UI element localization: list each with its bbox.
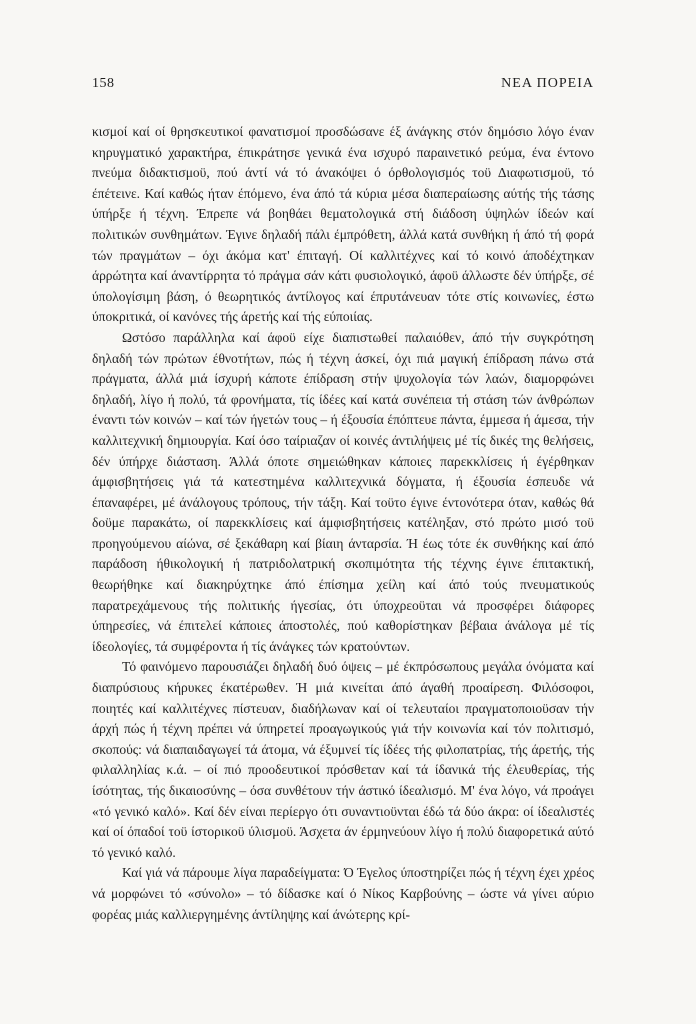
body-text [92, 122, 594, 925]
paragraph: Ωστόσο παράλληλα καί άφοϋ είχε διαπιστωθεί παλαιόθεν, άπό τήν συγκρότηση δηλαδή τών πρώτων έθνοτήτων, πώς ή τέχνη άσκεί, όχι πιά μαγική έπίδραση πάνω στά πράγματα, άλλά μιά ίσχυρή κάποτε έπίδραση στήν ψυχολογία τών λαών, διαμορφώνει δηλαδή, λίγο ή πολύ, τά φρονήματα, τίς ίδέες καί κατά συνέπεια τή στάση τών άνθρώπων έναντι τών κοινών – καί τών ήγετών τους – ή έξουσία έπόπτευε πάντα, έμμεσα ή άμεσα, τήν καλλιτεχνική δημιουργία. Καί όσο ταίριαζαν οί κοινές άντιλήψεις μέ τίς δικές της θελήσεις, δέν ύπήρχε διάσταση. Άλλά όποτε σημειώθηκαν κάποιες παρεκκλίσεις ή έγέρθηκαν άμφισβητήσεις γιά τά κατεστημένα καλλιτεχνικά δόγματα, ή έξουσία έσπευδε νά έπαναφέρει, μέ άνάλογους τρόπους, τήν τάξη. Καί τοϋτο έγινε έντονότερα όταν, καθώς θά δοϋμε παρακάτω, οί παρεκκλίσεις καί άμφισβητήσεις κατέληξαν, στό πρώτο μισό τοϋ προηγούμενου αίώνα, σέ ξεκάθαρη καί βίαιη άνταρσία. Ή έως τότε έκ συνθήκης καί άπό παράδοση ήθικολογική ή πατριδολατρική σκοπιμότητα τής τέχνης έγινε έπιτακτική, θεωρήθηκε καί διακηρύχτηκε άπό έπίσημα χείλη καί άπό τούς πνευματικούς παρατρεχάμενους τής πολιτικής ήγεσίας, ότι ύποχρεοϋται νά προσφέρει διάφορες ύπηρεσίες, νά έπιτελεί κάποιες άποστολές, πού καθορίστηκαν βέβαια άνάλογα μέ τίς ίδεολογίες, τά συμφέροντα ή τίς άνάγκες τών κρατούντων. [92, 329, 594, 654]
paragraph: Καί γιά νά πάρουμε λίγα παραδείγματα: Ό Έγελος ύποστηρίζει πώς ή τέχνη έχει χρέος νά μορφώνει τό «σύνολο» – τό δίδασκε καί ό Νίκος Καρβούνης – ώστε νά γίνει αύριο φορέας μιάς καλλιεργημένης άντίληψης καί άνώτερης κρί- [92, 865, 594, 922]
page-header [92, 76, 594, 98]
paragraph: κισμοί καί οί θρησκευτικοί φανατισμοί προσδώσανε έξ άνάγκης στόν δημόσιο λόγο έναν κηρυγματικό χαρακτήρα, έπικράτησε γενικά ένα ισχυρό παραινετικό ρεύμα, ένα έντονο πνεύμα διδακτισμοϋ, πού άντί νά τό άνακόψει ό όρθολογισμός τοϋ Διαφωτισμοϋ, τό έπέτεινε. Καί καθώς ήταν έπόμενο, ένα άπό τά κύρια μέσα διαπεραίωσης αύτής τής τάσης ύπήρξε ή τέχνη. Έπρεπε νά βοηθάει θεματολογικά στή διάδοση ύψηλών ίδεών καί πολιτικών συνθημάτων. Έγινε δηλαδή πάλι έμπρόθετη, άλλά κατά συνθήκη ή άπό τή φορά τών πραγμάτων – όχι άκόμα κατ' έπιταγή. Οί καλλιτέχνες καί τό κοινό άποδέχτηκαν άρρώτητα καί άναντίρρητα τό πράγμα σάν κάτι φυσιολογικό, άφοϋ άλλωστε δέν ύπήρξε, σέ ύπολογίσιμη βάση, ό θεωρητικός άντίλογος καί έπρυτάνευαν τότε στίς κοινωνίες, έστω ύποκριτικά, οί κανόνες τής άρετής καί τής εύποιίας. [92, 124, 594, 325]
running-head: ΝΕΑ ΠΟΡΕΙΑ [501, 76, 594, 91]
page-number: 158 [92, 76, 115, 91]
paragraph: Τό φαινόμενο παρουσιάζει δηλαδή δυό όψεις – μέ έκπρόσωπους μεγάλα όνόματα καί διαπρύσιους κήρυκες έκατέρωθεν. Ή μιά κινείται άπό άγαθή προαίρεση. Φιλόσοφοι, ποιητές καί καλλιτέχνες πίστευαν, διαδήλωναν καί οί τελευταίοι πραγματοποιοϋσαν τήν άρχή πώς ή τέχνη πρέπει νά ύπηρετεί προαγωγικούς γιά τήν κοινωνία καί τόν πολιτισμό, σκοπούς: νά διαπαιδαγωγεί τά άτομα, νά έξυμνεί τίς ίδέες τής φιλοπατρίας, τής άρετής, τής φιλαλληλίας κ.ά. – οί πιό προοδευτικοί πρόσθεταν καί τά ίδανικά τής έλευθερίας, τής ίσότητας, τής δικαιοσύνης – όσα συνθέτουν τήν άστικό ίδεαλισμό. Μ' ένα λόγο, νά προάγει «τό γενικό καλό». Καί δέν είναι περίεργο ότι συναντιοϋνται έδώ τά δύο άκρα: οί ίδεαλιστές καί οί όπαδοί τοϋ ίστορικοϋ ύλισμοϋ. Άσχετα άν έρμηνεύουν λίγο ή πολύ διαφορετικά αύτό τό γενικό καλό. [92, 659, 594, 860]
